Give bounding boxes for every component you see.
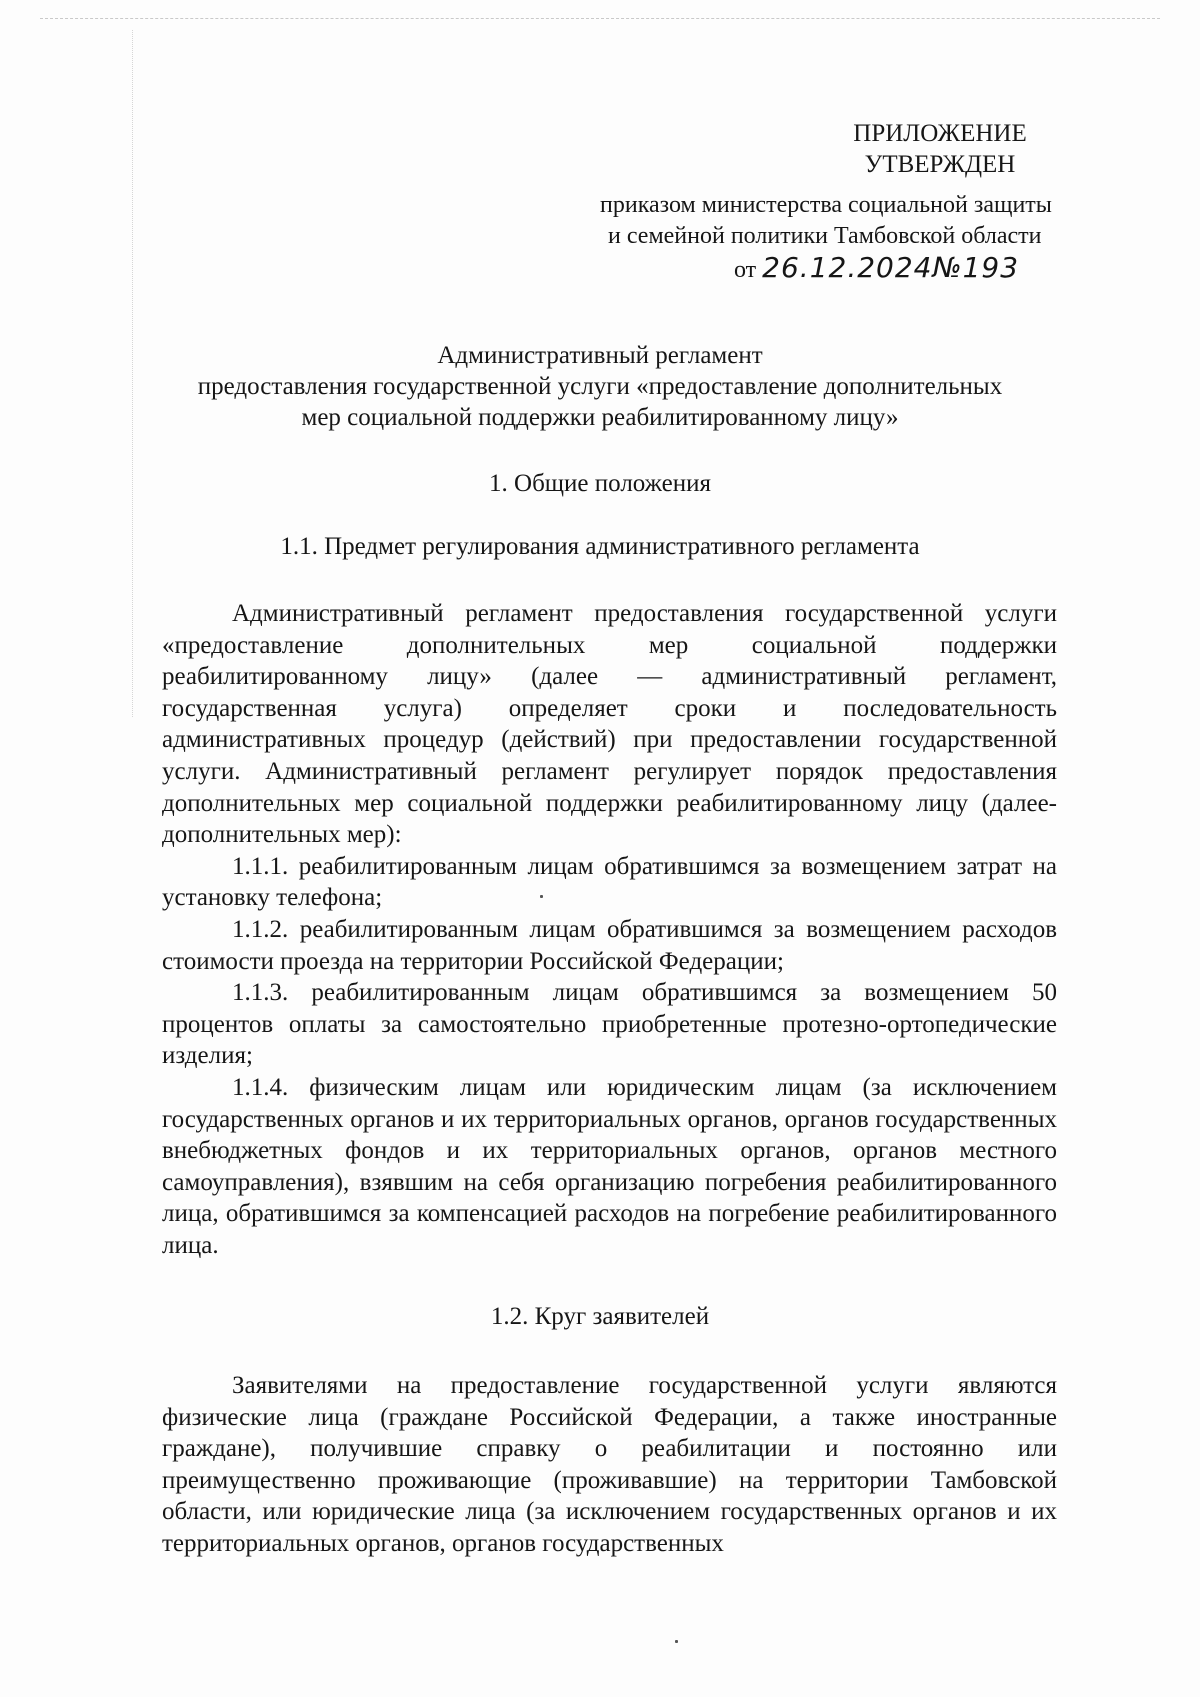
title-line-1: Административный регламент: [437, 342, 763, 369]
paragraph-1-1-4: 1.1.4. физическим лицам или юридическим лицам (за исключением государственных органов и их территориальных органов, органов государственных внебюджетных фондов и их территориальных органов, органов местного самоуправления), взявшим на себя организацию погребения реабилитированного лица, обратившимся за компенсацией расходов на погребение реабилитированного лица.: [162, 1073, 1057, 1259]
section-1-1-body: [162, 598, 1057, 1261]
scan-edge-left: [132, 30, 133, 717]
section-1-2-body: [162, 1370, 1057, 1560]
paragraph-1-1-3: 1.1.3. реабилитированным лицам обратившимся за возмещением 50 процентов оплаты за самостоятельно приобретенные протезно-ортопедические изделия;: [162, 979, 1057, 1070]
approval-stamp-block: [560, 118, 1120, 286]
document-title: [150, 340, 1050, 433]
section-1-2-heading: 1.2. Круг заявителей: [490, 1303, 710, 1330]
scan-speck: [540, 895, 543, 898]
paragraph-applicants: Заявителями на предоставление государственной услуги являются физические лица (граждане Российской Федерации, а также иностранные граждане), получившие справку о реабилитации и постоянно или преимущественно проживающие (проживавшие) на территории Тамбовской области, или юридические лица (за исключением государственных органов и их территориальных органов, органов государственных: [162, 1372, 1057, 1557]
approval-date-line: [734, 252, 1120, 286]
section-1-heading: 1. Общие положения: [489, 470, 711, 497]
title-line-3: мер социальной поддержки реабилитированному лицу»: [301, 404, 899, 431]
date-prefix: от: [734, 257, 757, 283]
paragraph-1-1-1: 1.1.1. реабилитированным лицам обратившимся за возмещением затрат на установку телефона;: [162, 852, 1057, 912]
section-1-1-heading: 1.1. Предмет регулирования административного регламента: [280, 533, 920, 560]
paragraph-intro: Административный регламент предоставления государственной услуги «предоставление дополнительных мер социальной поддержки реабилитированному лицу» (далее — административный регламент, государственная услуга) определяет сроки и последовательность административных процедур (действий) при предоставлении государственной услуги. Административный регламент регулирует порядок предоставления дополнительных мер социальной поддержки реабилитированному лицу (далее- дополнительных мер):: [162, 600, 1057, 849]
approval-ministry-line: и семейной политики Тамбовской области: [608, 223, 1042, 249]
handwritten-date-number: 26.12.2024№193: [762, 251, 1020, 284]
paragraph-1-1-2: 1.1.2. реабилитированным лицам обратившимся за возмещением расходов стоимости проезда на территории Российской Федерации;: [162, 915, 1057, 975]
scan-edge-top: [40, 18, 1160, 19]
title-line-2: предоставления государственной услуги «предоставление дополнительных: [197, 373, 1003, 400]
approval-order-line: приказом министерства социальной защиты: [600, 192, 1052, 218]
approval-approved-label: УТВЕРЖДЕН: [864, 151, 1016, 178]
scan-speck: [675, 1640, 678, 1643]
approval-appendix-label: ПРИЛОЖЕНИЕ: [853, 120, 1027, 147]
